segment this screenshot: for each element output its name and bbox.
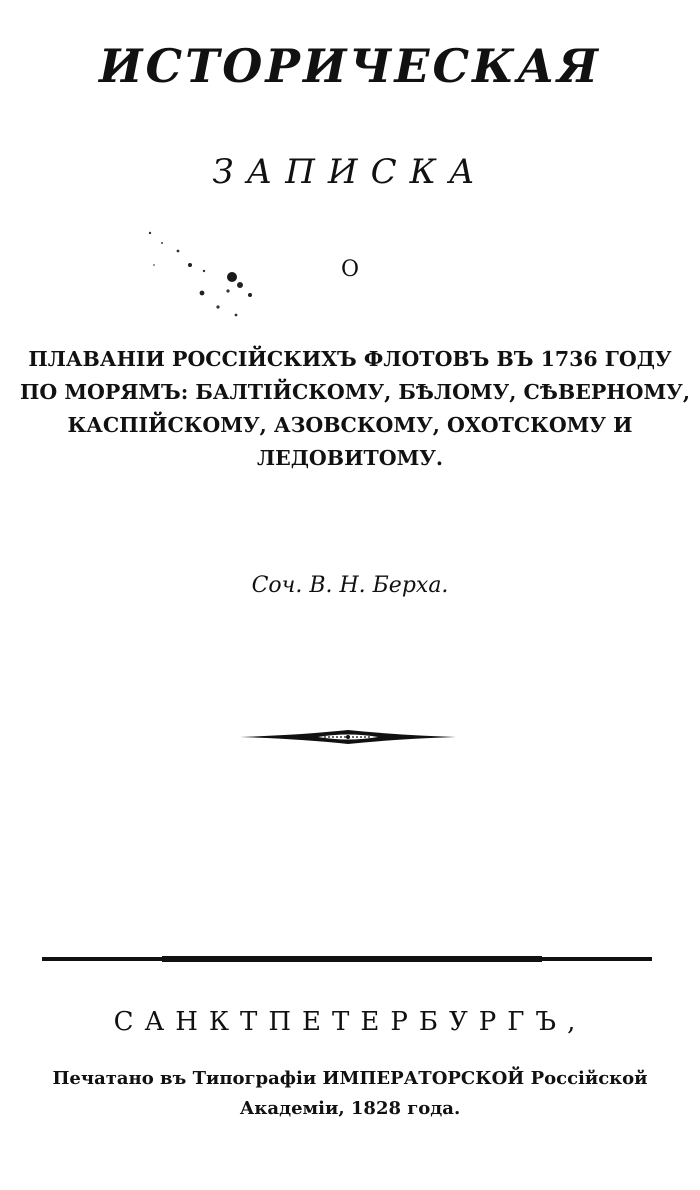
decorative-ornament-icon: [240, 728, 456, 746]
imprint-line: Печатано въ Типографіи ИМПЕРАТОРСКОЙ Россійской: [52, 1068, 648, 1089]
imprint-block: [20, 1064, 680, 1124]
imprint-line: Академіи, 1828 года.: [239, 1098, 461, 1119]
book-title: ИСТОРИЧЕСКАЯ: [99, 39, 601, 93]
subject-block: [20, 343, 690, 475]
thick-rule: [42, 954, 652, 966]
author-line: Соч. В. Н. Берха.: [251, 573, 449, 598]
city-name: САНКТПЕТЕРБУРГЪ,: [113, 1007, 587, 1037]
preposition: О: [340, 257, 360, 282]
subject-line: КАСПІЙСКОМУ, АЗОВСКОМУ, ОХОТСКОМУ И: [67, 413, 633, 437]
subject-line: ЛЕДОВИТОМУ.: [256, 446, 444, 470]
subject-line: ПО МОРЯМЪ: БАЛТІЙСКОМУ, БѢЛОМУ, СѢВЕРНОМУ,: [20, 380, 690, 404]
subject-line: ПЛАВАНІИ РОССІЙСКИХЪ ФЛОТОВЪ ВЪ 1736 ГОДУ: [28, 347, 672, 371]
book-subtitle: ЗАПИСКА: [212, 152, 488, 192]
